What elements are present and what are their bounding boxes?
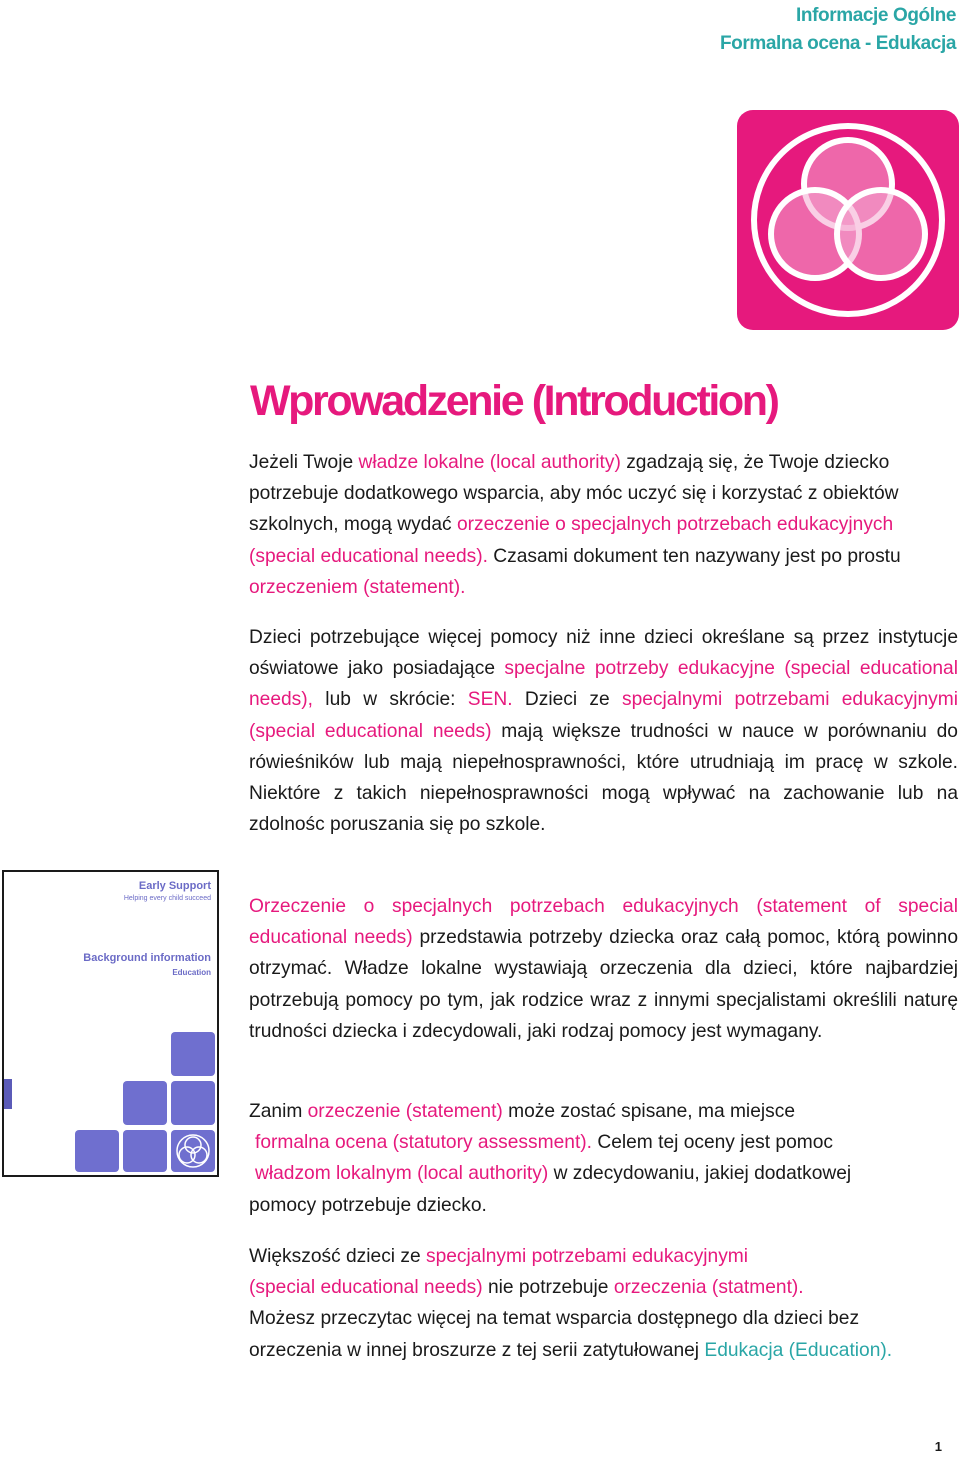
term-sen-plural: specjalnymi potrzebami edukacyjnymi [426,1246,749,1267]
text: orzeczenia w innej broszurze z tej serii zatytułowanej [249,1339,705,1361]
text: nie potrzebuje [482,1277,614,1299]
cover-photo-tile [75,1130,119,1172]
header-line-2: Formalna ocena - Edukacja [719,33,956,54]
early-support-logo [737,110,959,330]
cover-series: Background information [83,952,211,964]
term-sen: specjalne potrzeby edukacyjne (special educational needs), [249,658,958,711]
term-local-authority: władzom lokalnym (local authority) [255,1163,549,1185]
term-statement: orzeczenie (statement) [307,1101,503,1122]
line [249,1158,958,1189]
paragraph-more-info [249,1241,958,1366]
line [249,1127,958,1158]
paragraph-sen [249,622,958,840]
term-sen: (special educational needs) [249,1277,483,1299]
term-local-authority: władze lokalne (local authority) [358,452,621,473]
line [249,1241,958,1272]
cover-side-tab [4,1079,12,1109]
line [249,1190,958,1221]
text: Czasami dokument ten nazywany jest po prostu [487,545,901,567]
page-number: 1 [934,1439,942,1454]
line [249,1272,958,1303]
cover-photo-tile [171,1081,215,1125]
text: mają większe trudności w nauce w porównaniu do rówieśników lub mają niepełnosprawności, które utrudniają im pracę w szkole. Niektóre z takich niepełnosprawności mogą wpływać na zachowanie lub na zdolnośc poruszania się po szkole. [249,720,958,836]
running-header [720,2,956,58]
text: Większość dzieci ze [249,1246,426,1267]
text: pomocy potrzebuje dziecko. [249,1194,487,1216]
text: zgadzają się, że Twoje dziecko potrzebuje dodatkowego wsparcia, aby móc uczyć się i korzystać z obiektów szkolnych, mogą wydać [249,452,899,536]
cover-topic: Education [172,968,211,977]
text: Jeżeli Twoje [249,452,359,473]
text: Możesz przeczytac więcej na temat wsparcia dostępnego dla dzieci bez [249,1308,860,1330]
term-sen-plural: specjalnymi potrzebami edukacyjnymi (special educational needs) [249,689,958,742]
cover-tagline: Helping every child succeed [123,895,211,902]
cover-logo-icon [171,1130,215,1172]
term-statutory-assessment: formalna ocena (statutory assessment). [255,1132,592,1154]
line [249,1335,958,1366]
text: może zostać spisane, ma miejsce [502,1101,795,1122]
text: Dzieci potrzebujące więcej pomocy niż inne dzieci określane są przez instytucje oświatowe jako posiadające [249,627,958,680]
line [249,1096,958,1127]
cover-photo-tile [123,1081,167,1125]
cover-photo-tile [123,1130,167,1172]
text: Celem tej oceny jest pomoc [592,1132,834,1154]
term-statement-sen: Orzeczenie o specjalnych potrzebach edukacyjnych (statement of special educational needs) [249,896,958,949]
header-line-1: Informacje Ogólne [795,5,956,26]
term-sen-statement: orzeczenie o specjalnych potrzebach edukacyjnych (special educational needs). [249,514,894,567]
text: przedstawia potrzeby dziecka oraz całą pomoc, którą powinno otrzymać. Władze lokalne wystawiają orzeczenia dla dzieci, które najbardziej potrzebują pomocy po tym, jak rodzice wraz z innymi specjalistami określili naturę trudności dziecka i zdecydowali, jaki rodzaj pomocy jest wymagany. [249,927,958,1042]
text: w zdecydowaniu, jakiej dodatkowej [548,1163,852,1185]
text: Zanim [249,1101,308,1122]
paragraph-assessment [249,1096,958,1221]
text: lub w skrócie: [313,689,468,711]
text: Dzieci ze [512,689,622,711]
booklet-cover-thumbnail [2,870,219,1177]
paragraph-intro [249,447,958,603]
term-statement: orzeczeniem (statement). [249,576,466,598]
paragraph-statement [249,891,958,1047]
cover-brand: Early Support [138,880,211,892]
link-education-booklet[interactable]: Edukacja (Education). [704,1339,893,1361]
page-title: Wprowadzenie (Introduction) [250,377,778,425]
line [249,1303,958,1334]
term-sen-abbrev: SEN. [467,689,513,711]
term-statement: orzeczenia (statment). [613,1277,804,1299]
cover-photo-tile [171,1032,215,1076]
